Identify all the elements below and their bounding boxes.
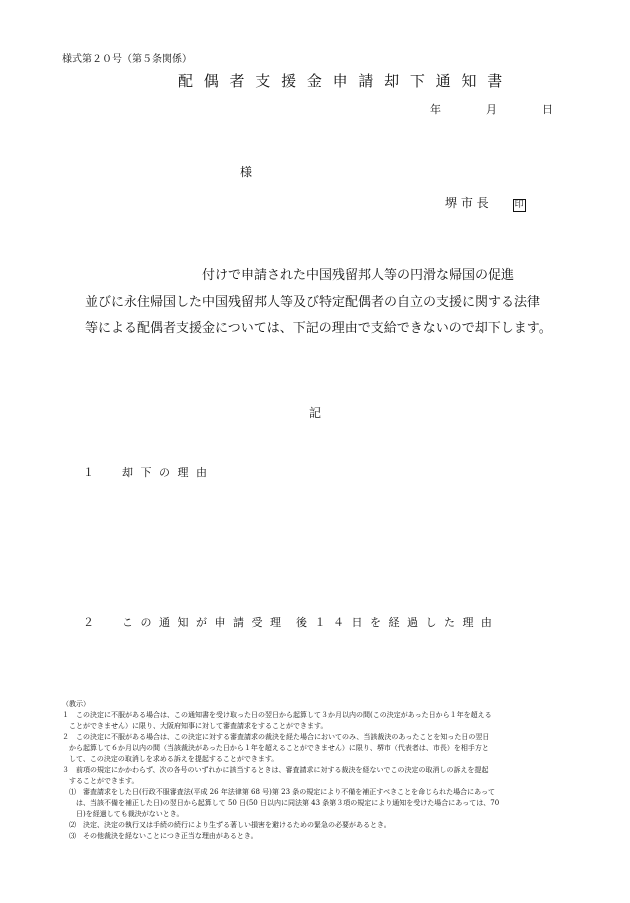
date-month: 月 xyxy=(486,103,497,116)
body-line: 付けで申請された中国残留邦人等の円滑な帰国の促進 xyxy=(85,268,515,283)
notice-line: １ この決定に不服がある場合は、この通知書を受け取った日の翌日から起算して３か月以内の間(この決定があった日から１年を超える xyxy=(62,711,492,719)
notice-line: することができます。 xyxy=(62,777,139,785)
notice-line: ことができません）に限り、大阪府知事に対して審査請求をすることができます。 xyxy=(62,722,328,730)
notice-line: は、当該不備を補正した日)の翌日から起算して 50 日(50 日以内に同法第 43 条第３項の規定により通知を受けた場合にあっては、70 xyxy=(62,799,500,807)
section-reason: １ 却 下 の 理 由 xyxy=(83,466,209,479)
notice-line: ⑴ 審査請求をした日(行政不服審査法(平成 26 年法律第 68 号)第 23 条の規定により不備を補正すべきことを命じられた場合にあって xyxy=(62,788,496,796)
body-text xyxy=(85,263,595,343)
body-line: 等による配偶者支援金については、下記の理由で支給できないので却下します。 xyxy=(85,321,552,336)
date-line xyxy=(430,101,553,117)
body-line: 並びに永住帰国した中国残留邦人等及び特定配偶者の自立の支援に関する法律 xyxy=(85,294,541,310)
issuer-line xyxy=(445,194,526,212)
form-number: 様式第２０号（第５条関係） xyxy=(62,54,192,65)
notice-line: して、この決定の取消しを求める訴えを提起することができます。 xyxy=(62,755,279,763)
date-day: 日 xyxy=(542,103,553,116)
date-year: 年 xyxy=(430,103,441,116)
notice-line: 日)を経過しても裁決がないとき。 xyxy=(62,810,184,818)
page-title: 配 偶 者 支 援 金 申 請 却 下 通 知 書 xyxy=(178,72,506,90)
notice-line: ２ この決定に不服がある場合は、この決定に対する審査請求の裁決を経た場合においてのみ、当該裁決のあったことを知った日の翌日 xyxy=(62,733,490,741)
issuer: 堺 市 長 xyxy=(445,196,489,210)
seal-mark: 印 xyxy=(514,200,524,210)
notice-line: ⑶ その他裁決を経ないことにつき正当な理由があるとき。 xyxy=(62,832,258,840)
notice-line: （教示） xyxy=(62,700,90,708)
ki-heading: 記 xyxy=(309,406,322,420)
notice-line: ⑵ 決定、決定の執行又は手続の続行により生ずる著しい損害を避けるための緊急の必要があるとき。 xyxy=(62,821,391,829)
section-delay-reason: ２ こ の 通 知 が 申 請 受 理 後 １ ４ 日 を 経 過 し た 理 由 xyxy=(83,616,494,629)
notice-line: ３ 前項の規定にかかわらず、次の各号のいずれかに該当するときは、審査請求に対する裁決を経ないでこの決定の取消しの訴えを提起 xyxy=(62,766,489,774)
appeal-notice xyxy=(62,699,562,842)
notice-line: から起算して６か月以内の間（当該裁決があった日から１年を超えることができません）に限り、堺市（代表者は、市長）を相手方と xyxy=(62,744,489,752)
addressee: 様 xyxy=(240,165,253,179)
